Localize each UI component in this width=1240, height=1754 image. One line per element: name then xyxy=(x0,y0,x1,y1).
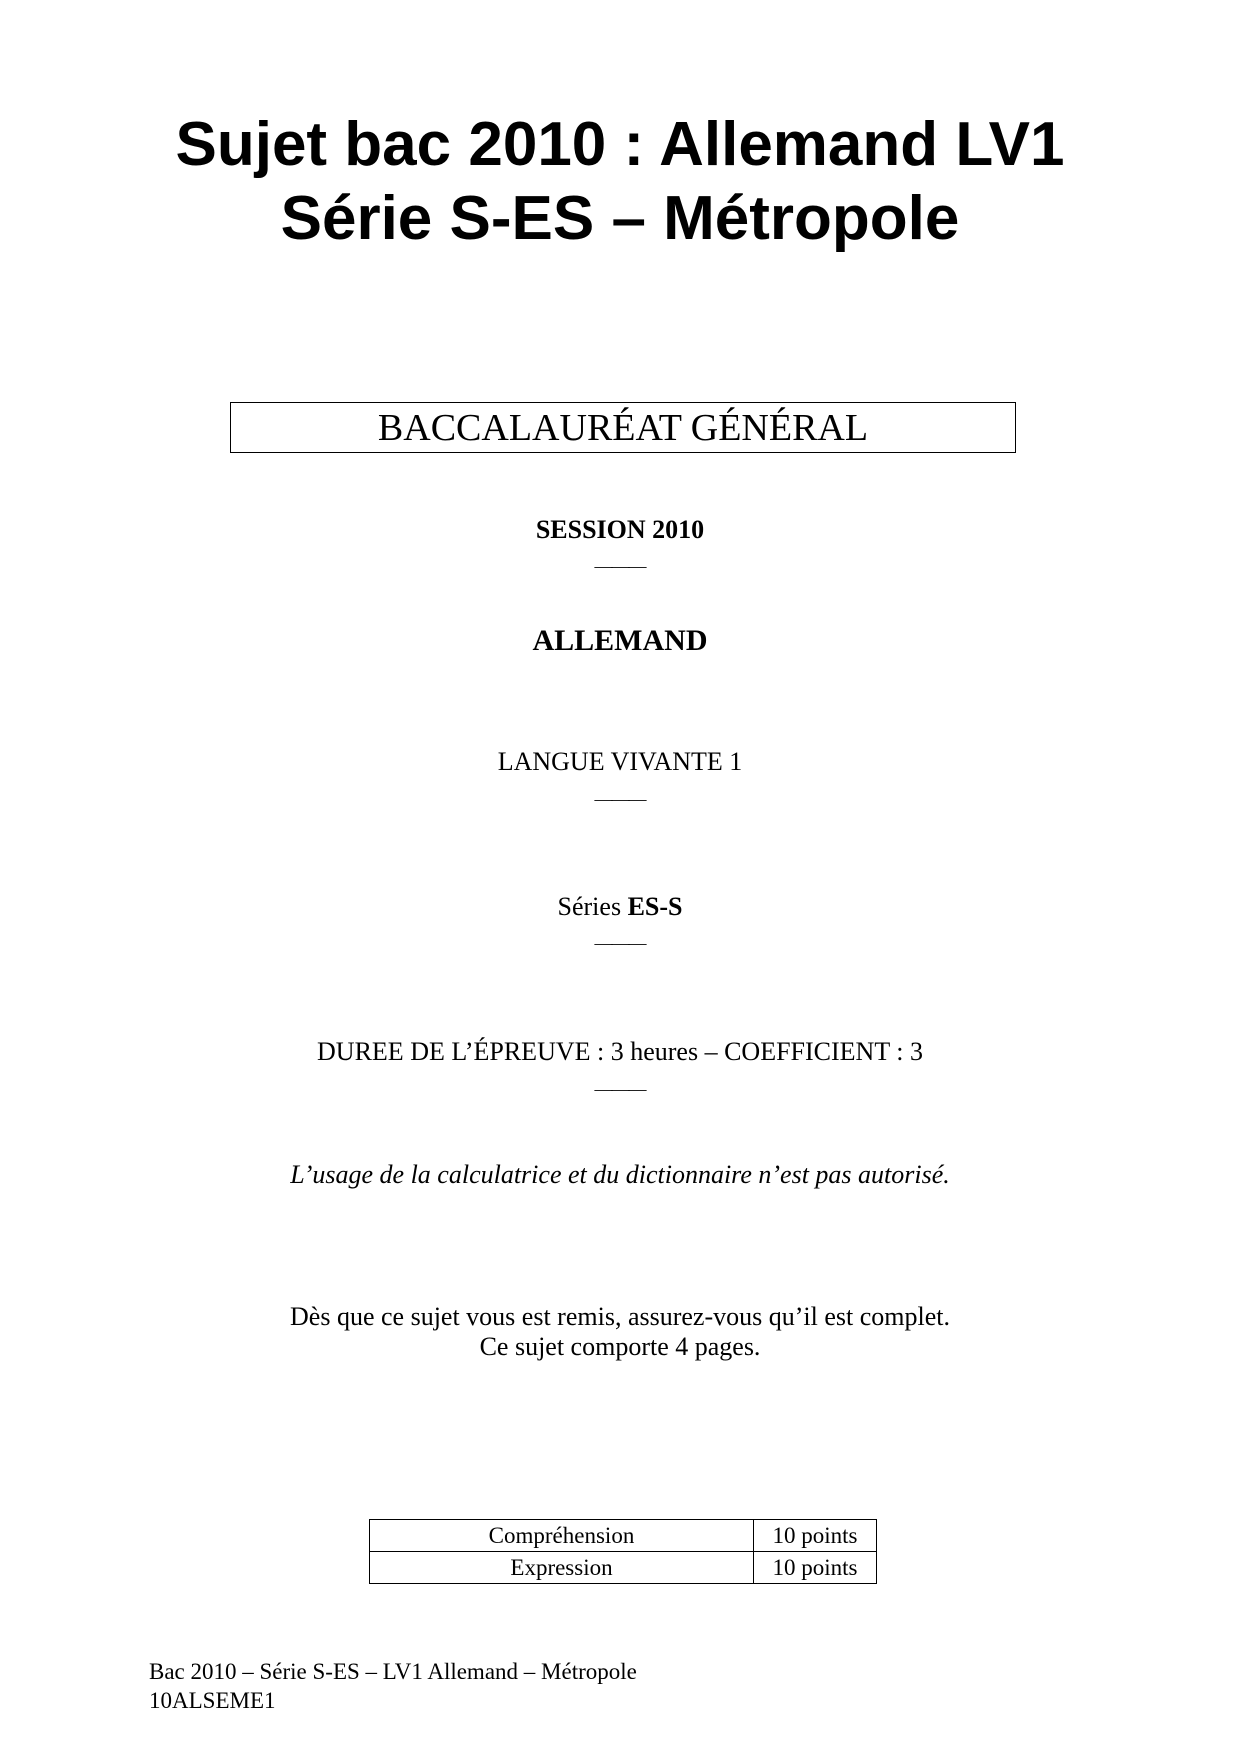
session-label: SESSION 2010 xyxy=(535,515,705,544)
table-row xyxy=(370,1552,877,1584)
page-title xyxy=(0,108,1240,256)
table-cell-label: Compréhension xyxy=(370,1520,754,1552)
series-value: ES-S xyxy=(627,892,683,921)
separator-4: ——— xyxy=(594,1079,646,1099)
calculator-notice: L’usage de la calculatrice et du dictionnaire n’est pas autorisé. xyxy=(290,1160,950,1189)
baccalaureat-box: BACCALAURÉAT GÉNÉRAL xyxy=(230,402,1016,453)
instruction-line-2: Ce sujet comporte 4 pages. xyxy=(479,1332,761,1361)
separator-1: ——— xyxy=(594,556,646,576)
table-row xyxy=(370,1520,877,1552)
points-table xyxy=(369,1519,877,1584)
instruction-line-1: Dès que ce sujet vous est remis, assurez-vous qu’il est complet. xyxy=(290,1302,950,1331)
series-prefix: Séries xyxy=(557,892,628,921)
subject-label: ALLEMAND xyxy=(532,624,708,657)
series-label xyxy=(0,892,1240,922)
title-line-1: Sujet bac 2010 : Allemand LV1 xyxy=(175,110,1065,179)
separator-2: ——— xyxy=(594,789,646,809)
footer-line-1: Bac 2010 – Série S-ES – LV1 Allemand – Métropole xyxy=(149,1659,637,1684)
table-cell-label: Expression xyxy=(370,1552,754,1584)
duration-label: DUREE DE L’ÉPREUVE : 3 heures – COEFFICIENT : 3 xyxy=(317,1037,923,1066)
table-cell-points: 10 points xyxy=(754,1520,877,1552)
separator-3: ——— xyxy=(594,933,646,953)
title-line-2: Série S-ES – Métropole xyxy=(280,184,960,253)
language-level-label: LANGUE VIVANTE 1 xyxy=(497,747,743,776)
table-cell-points: 10 points xyxy=(754,1552,877,1584)
footer-code: 10ALSEME1 xyxy=(149,1688,276,1713)
page-footer xyxy=(149,1657,637,1715)
